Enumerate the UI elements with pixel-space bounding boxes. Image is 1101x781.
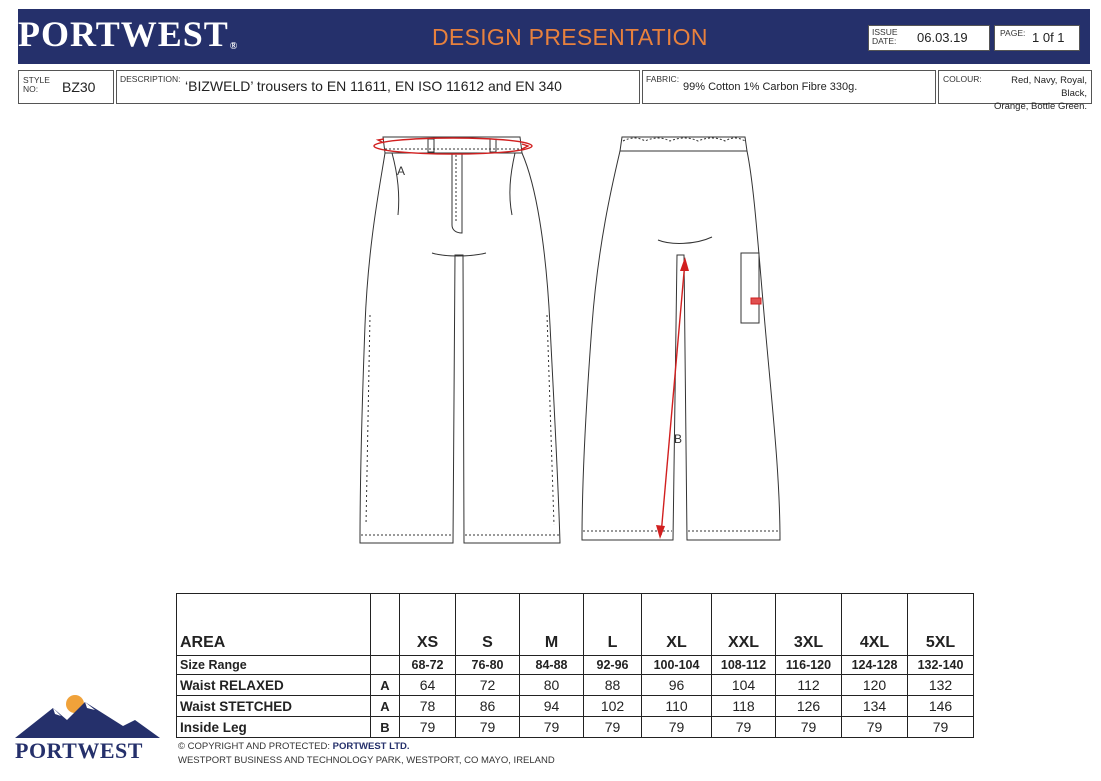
table-cell: 78: [400, 696, 456, 717]
description-box: [116, 70, 640, 104]
table-cell: 79: [842, 717, 908, 738]
waist-measure-ellipse: [374, 138, 532, 154]
table-cell: 124-128: [842, 656, 908, 675]
back-view-trousers: [582, 137, 780, 540]
table-cell: 92-96: [584, 656, 642, 675]
table-cell: 79: [908, 717, 974, 738]
table-row: [177, 675, 974, 696]
table-cell: 146: [908, 696, 974, 717]
table-cell: [371, 656, 400, 675]
description-value: ‘BIZWELD’ trousers to EN 11611, EN ISO 11612 and EN 340: [185, 78, 562, 94]
size-header: L: [584, 594, 642, 656]
row-ref: A: [371, 675, 400, 696]
size-header: M: [520, 594, 584, 656]
table-cell: 80: [520, 675, 584, 696]
size-header: 4XL: [842, 594, 908, 656]
table-cell: 110: [642, 696, 712, 717]
table-cell: 79: [520, 717, 584, 738]
table-cell: 104: [712, 675, 776, 696]
table-cell: 120: [842, 675, 908, 696]
table-row: [177, 696, 974, 717]
row-label: Waist STETCHED: [177, 696, 371, 717]
table-cell: 64: [400, 675, 456, 696]
size-header: 3XL: [776, 594, 842, 656]
table-cell: 100-104: [642, 656, 712, 675]
size-range-row: [177, 656, 974, 675]
footer-copyright: © COPYRIGHT AND PROTECTED: PORTWEST LTD.: [178, 741, 410, 752]
table-cell: 88: [584, 675, 642, 696]
footer-address: WESTPORT BUSINESS AND TECHNOLOGY PARK, WESTPORT, CO MAYO, IRELAND: [178, 755, 555, 766]
table-cell: 94: [520, 696, 584, 717]
inside-leg-measure-line: [661, 261, 685, 535]
table-cell: 84-88: [520, 656, 584, 675]
colour-box: [938, 70, 1092, 112]
document-title: DESIGN PRESENTATION: [432, 24, 708, 50]
table-cell: 79: [400, 717, 456, 738]
area-header: AREA: [177, 594, 371, 656]
issue-date-value: 06.03.19: [917, 30, 968, 45]
description-label: DESCRIPTION:: [120, 74, 181, 84]
size-header: XS: [400, 594, 456, 656]
page-value: 1 0f 1: [1032, 30, 1065, 45]
size-header: 5XL: [908, 594, 974, 656]
row-label: Inside Leg: [177, 717, 371, 738]
table-cell: 132-140: [908, 656, 974, 675]
colour-label: COLOUR:: [943, 74, 982, 84]
trousers-technical-drawing: [340, 125, 810, 555]
table-row: [177, 717, 974, 738]
fabric-value: 99% Cotton 1% Carbon Fibre 330g.: [683, 81, 858, 93]
row-ref: A: [371, 696, 400, 717]
style-no-box: [18, 70, 114, 104]
label-a: A: [397, 164, 406, 178]
table-cell: 79: [642, 717, 712, 738]
issue-date-label: ISSUE DATE:: [872, 27, 898, 46]
ref-header: [371, 594, 400, 656]
table-cell: 96: [642, 675, 712, 696]
style-no-label: STYLE NO:: [23, 75, 50, 94]
table-cell: 118: [712, 696, 776, 717]
colour-value: Red, Navy, Royal, Black, Orange, Bottle Green.: [994, 75, 1087, 112]
style-no-value: BZ30: [62, 79, 96, 95]
table-cell: 76-80: [456, 656, 520, 675]
table-cell: 68-72: [400, 656, 456, 675]
table-cell: 102: [584, 696, 642, 717]
table-cell: 116-120: [776, 656, 842, 675]
table-cell: 108-112: [712, 656, 776, 675]
table-cell: 79: [712, 717, 776, 738]
fabric-box: [642, 70, 936, 104]
table-cell: 79: [776, 717, 842, 738]
table-cell: 86: [456, 696, 520, 717]
inside-leg-arrow-top: [680, 257, 689, 271]
size-header: XXL: [712, 594, 776, 656]
table-cell: 72: [456, 675, 520, 696]
table-cell: 134: [842, 696, 908, 717]
page-box: [994, 25, 1080, 51]
issue-date-box: [868, 25, 990, 51]
table-cell: 132: [908, 675, 974, 696]
row-ref: B: [371, 717, 400, 738]
size-header: S: [456, 594, 520, 656]
label-b: B: [674, 432, 683, 446]
brand-logo-text: PORTWEST®: [18, 14, 239, 54]
size-range-label: Size Range: [177, 656, 371, 675]
table-cell: 126: [776, 696, 842, 717]
table-cell: 112: [776, 675, 842, 696]
fabric-label: FABRIC:: [646, 74, 680, 84]
footer-brand: PORTWEST: [15, 738, 143, 763]
table-header-row: [177, 594, 974, 656]
size-chart-table: [176, 593, 974, 738]
table-cell: 79: [584, 717, 642, 738]
inside-leg-arrow-bottom: [656, 525, 665, 539]
mountain-logo-icon: [15, 690, 165, 740]
size-header: XL: [642, 594, 712, 656]
page-label: PAGE:: [1000, 28, 1026, 38]
table-cell: 79: [456, 717, 520, 738]
front-view-trousers: [360, 137, 560, 543]
row-label: Waist RELAXED: [177, 675, 371, 696]
